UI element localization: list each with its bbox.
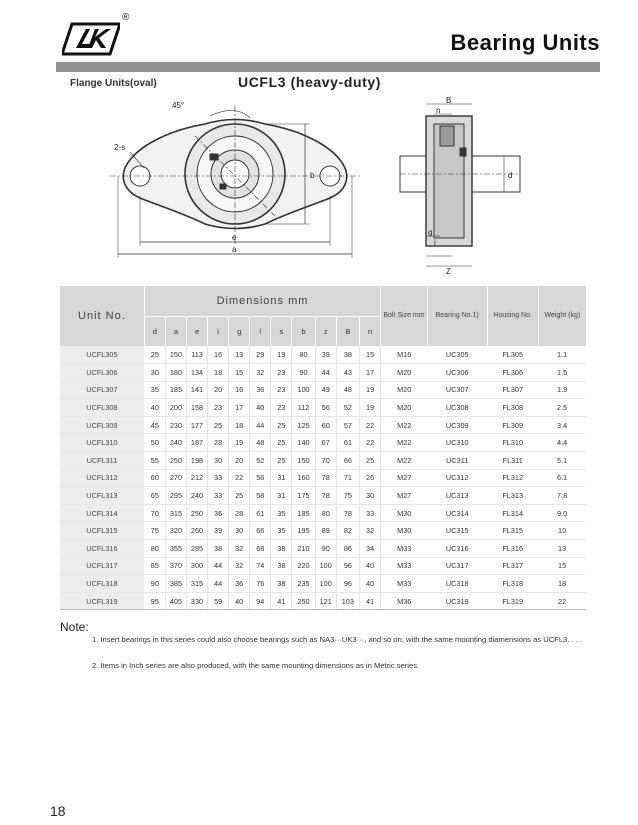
cell-dim-l: 36 — [250, 381, 271, 399]
cell-dim-a: 315 — [165, 504, 186, 522]
cell-housing-no: FL317 — [487, 557, 538, 575]
header-dim-n: n — [360, 317, 381, 347]
header-dim-l: l — [250, 317, 271, 347]
cell-dim-z: 49 — [315, 381, 336, 399]
cell-bearing-no: UC308 — [427, 399, 487, 417]
cell-dim-n: 30 — [360, 487, 381, 505]
cell-dim-s: 41 — [271, 592, 292, 610]
cell-dim-d: 90 — [144, 575, 165, 593]
cell-dim-l: 74 — [250, 557, 271, 575]
cell-dim-n: 19 — [360, 399, 381, 417]
cell-weight: 1.1 — [538, 346, 586, 364]
cell-unit-no: UCFL312 — [60, 469, 144, 487]
cell-dim-s: 25 — [271, 452, 292, 470]
header-bolt-size: Bolt Size mm — [381, 286, 428, 346]
table-row — [60, 346, 586, 364]
table-row — [60, 416, 586, 434]
cell-dim-i: 59 — [208, 592, 229, 610]
cell-dim-g: 30 — [229, 522, 250, 540]
cell-housing-no: FL318 — [487, 575, 538, 593]
cell-dim-e: 300 — [186, 557, 207, 575]
cell-dim-g: 36 — [229, 575, 250, 593]
cell-dim-d: 65 — [144, 487, 165, 505]
cell-dim-l: 66 — [250, 522, 271, 540]
cell-dim-b: 90 — [292, 364, 315, 382]
cell-dim-e: 285 — [186, 540, 207, 558]
cell-dim-g: 40 — [229, 592, 250, 610]
header-dim-i: i — [208, 317, 229, 347]
cell-dim-n: 40 — [360, 575, 381, 593]
cell-dim-s: 38 — [271, 557, 292, 575]
cell-dim-a: 180 — [165, 364, 186, 382]
cell-housing-no: FL310 — [487, 434, 538, 452]
header-dim-z: z — [315, 317, 336, 347]
label-i: i — [434, 238, 436, 247]
notes-title: Note: — [60, 620, 89, 634]
cell-dim-l: 32 — [250, 364, 271, 382]
cell-dim-n: 40 — [360, 557, 381, 575]
cell-bearing-no: UC306 — [427, 364, 487, 382]
cell-dim-g: 22 — [229, 469, 250, 487]
table-row — [60, 557, 586, 575]
table-row — [60, 487, 586, 505]
cell-dim-z: 100 — [315, 557, 336, 575]
cell-dim-b: 140 — [292, 434, 315, 452]
cell-dim-l: 68 — [250, 540, 271, 558]
cell-weight: 22 — [538, 592, 586, 610]
cell-weight: 4.4 — [538, 434, 586, 452]
cell-unit-no: UCFL307 — [60, 381, 144, 399]
label-b: b — [310, 171, 315, 180]
cell-dim-s: 19 — [271, 346, 292, 364]
cell-dim-b: 80 — [292, 346, 315, 364]
cell-dim-i: 33 — [208, 487, 229, 505]
label-e: e — [232, 233, 237, 242]
cell-dim-l: 94 — [250, 592, 271, 610]
cell-dim-s: 35 — [271, 504, 292, 522]
table-row — [60, 399, 586, 417]
cell-dim-n: 22 — [360, 416, 381, 434]
cell-dim-g: 13 — [229, 346, 250, 364]
cell-unit-no: UCFL313 — [60, 487, 144, 505]
cell-housing-no: FL314 — [487, 504, 538, 522]
label-holes: 2-s — [114, 143, 126, 152]
cell-dim-e: 113 — [186, 346, 207, 364]
cell-weight: 15 — [538, 557, 586, 575]
header-bearing-no: Bearing No.1) — [427, 286, 487, 346]
cell-unit-no: UCFL318 — [60, 575, 144, 593]
cell-dim-i: 38 — [208, 540, 229, 558]
cell-dim-B: 78 — [336, 504, 359, 522]
cell-dim-e: 330 — [186, 592, 207, 610]
cell-dim-b: 195 — [292, 522, 315, 540]
cell-dim-a: 240 — [165, 434, 186, 452]
cell-dim-a: 150 — [165, 346, 186, 364]
cell-dim-z: 78 — [315, 469, 336, 487]
cell-dim-B: 75 — [336, 487, 359, 505]
cell-dim-B: 43 — [336, 364, 359, 382]
cell-dim-z: 67 — [315, 434, 336, 452]
cell-dim-e: 141 — [186, 381, 207, 399]
cell-housing-no: FL312 — [487, 469, 538, 487]
cell-housing-no: FL309 — [487, 416, 538, 434]
header-dim-a: a — [165, 317, 186, 347]
cell-dim-b: 235 — [292, 575, 315, 593]
cell-dim-a: 230 — [165, 416, 186, 434]
cell-bearing-no: UC314 — [427, 504, 487, 522]
cell-unit-no: UCFL305 — [60, 346, 144, 364]
cell-dim-z: 39 — [315, 346, 336, 364]
table-row — [60, 452, 586, 470]
cell-housing-no: FL307 — [487, 381, 538, 399]
cell-dim-g: 19 — [229, 434, 250, 452]
cell-dim-i: 33 — [208, 469, 229, 487]
cell-bolt-size: M22 — [381, 434, 428, 452]
cell-dim-i: 30 — [208, 452, 229, 470]
page-title: Bearing Units — [450, 30, 600, 55]
cell-weight: 13 — [538, 540, 586, 558]
cell-dim-e: 250 — [186, 504, 207, 522]
cell-dim-g: 16 — [229, 381, 250, 399]
header-unit-no: Unit No. — [60, 286, 144, 346]
cell-dim-l: 52 — [250, 452, 271, 470]
label-d: d — [508, 171, 513, 180]
cell-dim-a: 295 — [165, 487, 186, 505]
cell-weight: 1.9 — [538, 381, 586, 399]
label-B: B — [446, 96, 452, 105]
cell-dim-z: 100 — [315, 575, 336, 593]
cell-dim-s: 31 — [271, 469, 292, 487]
cell-dim-s: 38 — [271, 540, 292, 558]
brand-logo — [62, 22, 120, 56]
cell-bolt-size: M30 — [381, 522, 428, 540]
cell-bolt-size: M22 — [381, 452, 428, 470]
table-row — [60, 381, 586, 399]
cell-unit-no: UCFL308 — [60, 399, 144, 417]
cell-dim-n: 22 — [360, 434, 381, 452]
cell-dim-d: 40 — [144, 399, 165, 417]
cell-bearing-no: UC307 — [427, 381, 487, 399]
cell-housing-no: FL319 — [487, 592, 538, 610]
cell-weight: 2.5 — [538, 399, 586, 417]
cell-unit-no: UCFL314 — [60, 504, 144, 522]
table-row — [60, 575, 586, 593]
section-subtitle: Flange Units(oval) — [70, 78, 157, 89]
note-item-1: 1. Insert bearings in this series could also choose bearings such as NA3···UK3···, and so on, with the same mounting diamensions as UCFL3. . . . — [92, 635, 583, 644]
table-row — [60, 504, 586, 522]
cell-dim-B: 57 — [336, 416, 359, 434]
cell-dim-i: 39 — [208, 522, 229, 540]
cell-housing-no: FL315 — [487, 522, 538, 540]
cell-bearing-no: UC315 — [427, 522, 487, 540]
cell-bolt-size: M30 — [381, 504, 428, 522]
cell-dim-i: 36 — [208, 504, 229, 522]
cell-bolt-size: M33 — [381, 575, 428, 593]
cell-bearing-no: UC312 — [427, 469, 487, 487]
cell-dim-b: 150 — [292, 452, 315, 470]
cell-bearing-no: UC311 — [427, 452, 487, 470]
cell-dim-g: 15 — [229, 364, 250, 382]
cell-dim-l: 48 — [250, 434, 271, 452]
table-row — [60, 522, 586, 540]
cell-weight: 6.1 — [538, 469, 586, 487]
cell-weight: 7.8 — [538, 487, 586, 505]
cell-dim-z: 60 — [315, 416, 336, 434]
cell-dim-s: 35 — [271, 522, 292, 540]
cell-dim-d: 30 — [144, 364, 165, 382]
header-dim-d: d — [144, 317, 165, 347]
cell-dim-B: 103 — [336, 592, 359, 610]
registered-mark: ® — [122, 12, 130, 23]
cell-dim-d: 60 — [144, 469, 165, 487]
cell-dim-z: 89 — [315, 522, 336, 540]
cell-bolt-size: M27 — [381, 487, 428, 505]
cell-dim-i: 20 — [208, 381, 229, 399]
cell-dim-B: 71 — [336, 469, 359, 487]
cell-dim-n: 32 — [360, 522, 381, 540]
cell-housing-no: FL313 — [487, 487, 538, 505]
cell-dim-e: 187 — [186, 434, 207, 452]
cell-dim-g: 28 — [229, 504, 250, 522]
cell-dim-d: 50 — [144, 434, 165, 452]
cell-weight: 9.0 — [538, 504, 586, 522]
cell-dim-g: 32 — [229, 557, 250, 575]
cell-dim-g: 25 — [229, 487, 250, 505]
cell-dim-e: 212 — [186, 469, 207, 487]
cell-dim-e: 198 — [186, 452, 207, 470]
label-Z: Z — [446, 267, 451, 276]
cell-dim-a: 200 — [165, 399, 186, 417]
side-view — [400, 104, 520, 266]
cell-dim-g: 17 — [229, 399, 250, 417]
cell-housing-no: FL305 — [487, 346, 538, 364]
cell-dim-g: 20 — [229, 452, 250, 470]
cell-bolt-size: M22 — [381, 416, 428, 434]
cell-bearing-no: UC310 — [427, 434, 487, 452]
cell-bearing-no: UC317 — [427, 557, 487, 575]
cell-weight: 10 — [538, 522, 586, 540]
header-dim-g: g — [229, 317, 250, 347]
cell-housing-no: FL306 — [487, 364, 538, 382]
cell-unit-no: UCFL310 — [60, 434, 144, 452]
cell-dim-z: 121 — [315, 592, 336, 610]
cell-dim-e: 315 — [186, 575, 207, 593]
header-dim-s: s — [271, 317, 292, 347]
cell-dim-a: 250 — [165, 452, 186, 470]
cell-bearing-no: UC316 — [427, 540, 487, 558]
cell-dim-l: 56 — [250, 469, 271, 487]
cell-bolt-size: M16 — [381, 346, 428, 364]
cell-housing-no: FL316 — [487, 540, 538, 558]
table-row — [60, 364, 586, 382]
cell-unit-no: UCFL317 — [60, 557, 144, 575]
cell-dim-d: 45 — [144, 416, 165, 434]
cell-weight: 18 — [538, 575, 586, 593]
cell-unit-no: UCFL315 — [60, 522, 144, 540]
cell-dim-B: 48 — [336, 381, 359, 399]
note-item-2: 2. Items in Inch series are also produced, with the same mounting dimensions as in Metric series. — [92, 661, 420, 670]
cell-dim-n: 41 — [360, 592, 381, 610]
cell-dim-b: 250 — [292, 592, 315, 610]
cell-dim-B: 52 — [336, 399, 359, 417]
cell-dim-d: 95 — [144, 592, 165, 610]
cell-dim-b: 175 — [292, 487, 315, 505]
cell-bolt-size: M33 — [381, 557, 428, 575]
cell-dim-s: 25 — [271, 434, 292, 452]
cell-dim-a: 320 — [165, 522, 186, 540]
cell-unit-no: UCFL316 — [60, 540, 144, 558]
page-number: 18 — [50, 803, 66, 819]
cell-dim-l: 76 — [250, 575, 271, 593]
cell-dim-d: 55 — [144, 452, 165, 470]
cell-bearing-no: UC319 — [427, 592, 487, 610]
cell-dim-a: 355 — [165, 540, 186, 558]
cell-dim-l: 61 — [250, 504, 271, 522]
cell-housing-no: FL311 — [487, 452, 538, 470]
table-row — [60, 592, 586, 610]
cell-dim-l: 44 — [250, 416, 271, 434]
label-n: n — [436, 106, 441, 115]
cell-unit-no: UCFL309 — [60, 416, 144, 434]
cell-dim-e: 158 — [186, 399, 207, 417]
cell-dim-s: 23 — [271, 399, 292, 417]
cell-housing-no: FL308 — [487, 399, 538, 417]
specification-table — [60, 286, 586, 610]
cell-dim-n: 17 — [360, 364, 381, 382]
cell-dim-b: 112 — [292, 399, 315, 417]
cell-dim-n: 33 — [360, 504, 381, 522]
header-housing-no: Housing No. — [487, 286, 538, 346]
cell-dim-g: 18 — [229, 416, 250, 434]
cell-dim-d: 75 — [144, 522, 165, 540]
cell-dim-B: 38 — [336, 346, 359, 364]
cell-dim-B: 86 — [336, 540, 359, 558]
cell-dim-s: 23 — [271, 364, 292, 382]
cell-unit-no: UCFL311 — [60, 452, 144, 470]
table-row — [60, 540, 586, 558]
cell-dim-i: 23 — [208, 399, 229, 417]
cell-bearing-no: UC305 — [427, 346, 487, 364]
model-title: UCFL3 (heavy-duty) — [238, 74, 382, 90]
cell-weight: 5.1 — [538, 452, 586, 470]
cell-dim-b: 100 — [292, 381, 315, 399]
label-angle: 45° — [172, 101, 185, 110]
cell-dim-n: 25 — [360, 452, 381, 470]
cell-weight: 3.4 — [538, 416, 586, 434]
cell-dim-s: 38 — [271, 575, 292, 593]
cell-dim-s: 23 — [271, 381, 292, 399]
cell-dim-e: 134 — [186, 364, 207, 382]
cell-bolt-size: M36 — [381, 592, 428, 610]
cell-unit-no: UCFL306 — [60, 364, 144, 382]
title-bar — [56, 62, 600, 72]
cell-dim-i: 16 — [208, 346, 229, 364]
cell-dim-i: 44 — [208, 557, 229, 575]
cell-dim-z: 90 — [315, 540, 336, 558]
cell-dim-a: 185 — [165, 381, 186, 399]
cell-dim-B: 66 — [336, 452, 359, 470]
cell-bolt-size: M27 — [381, 469, 428, 487]
cell-dim-d: 35 — [144, 381, 165, 399]
header-dim-B: B — [336, 317, 359, 347]
cell-dim-i: 25 — [208, 416, 229, 434]
cell-dim-l: 29 — [250, 346, 271, 364]
cell-dim-z: 44 — [315, 364, 336, 382]
cell-dim-B: 96 — [336, 575, 359, 593]
label-g: g — [428, 228, 433, 237]
cell-dim-d: 85 — [144, 557, 165, 575]
cell-dim-d: 25 — [144, 346, 165, 364]
cell-dim-s: 25 — [271, 416, 292, 434]
cell-dim-b: 125 — [292, 416, 315, 434]
cell-dim-l: 40 — [250, 399, 271, 417]
header-dim-e: e — [186, 317, 207, 347]
cell-dim-i: 28 — [208, 434, 229, 452]
cell-dim-B: 82 — [336, 522, 359, 540]
cell-dim-a: 405 — [165, 592, 186, 610]
cell-dim-b: 220 — [292, 557, 315, 575]
cell-dim-b: 160 — [292, 469, 315, 487]
cell-dim-z: 80 — [315, 504, 336, 522]
cell-dim-i: 44 — [208, 575, 229, 593]
cell-dim-d: 70 — [144, 504, 165, 522]
cell-dim-n: 26 — [360, 469, 381, 487]
cell-bearing-no: UC309 — [427, 416, 487, 434]
cell-dim-b: 210 — [292, 540, 315, 558]
cell-dim-n: 19 — [360, 381, 381, 399]
cell-dim-z: 78 — [315, 487, 336, 505]
cell-dim-a: 270 — [165, 469, 186, 487]
technical-drawing — [100, 96, 560, 276]
cell-dim-n: 34 — [360, 540, 381, 558]
cell-dim-B: 61 — [336, 434, 359, 452]
cell-dim-B: 96 — [336, 557, 359, 575]
cell-unit-no: UCFL319 — [60, 592, 144, 610]
cell-dim-g: 32 — [229, 540, 250, 558]
cell-dim-e: 240 — [186, 487, 207, 505]
cell-dim-e: 260 — [186, 522, 207, 540]
cell-bolt-size: M20 — [381, 381, 428, 399]
cell-dim-z: 56 — [315, 399, 336, 417]
cell-dim-e: 177 — [186, 416, 207, 434]
cell-dim-l: 58 — [250, 487, 271, 505]
cell-dim-i: 18 — [208, 364, 229, 382]
cell-bolt-size: M33 — [381, 540, 428, 558]
cell-bearing-no: UC318 — [427, 575, 487, 593]
cell-dim-d: 80 — [144, 540, 165, 558]
table-row — [60, 469, 586, 487]
cell-dim-a: 385 — [165, 575, 186, 593]
cell-dim-s: 31 — [271, 487, 292, 505]
header-dimensions: Dimensions mm — [144, 286, 380, 317]
header-weight: Weight (kg) — [538, 286, 586, 346]
cell-bearing-no: UC313 — [427, 487, 487, 505]
header-dim-b: b — [292, 317, 315, 347]
cell-weight: 1.5 — [538, 364, 586, 382]
table-row — [60, 434, 586, 452]
label-a: a — [232, 245, 237, 254]
cell-bolt-size: M20 — [381, 364, 428, 382]
cell-bolt-size: M20 — [381, 399, 428, 417]
cell-dim-b: 185 — [292, 504, 315, 522]
cell-dim-z: 70 — [315, 452, 336, 470]
cell-dim-n: 15 — [360, 346, 381, 364]
cell-dim-a: 370 — [165, 557, 186, 575]
